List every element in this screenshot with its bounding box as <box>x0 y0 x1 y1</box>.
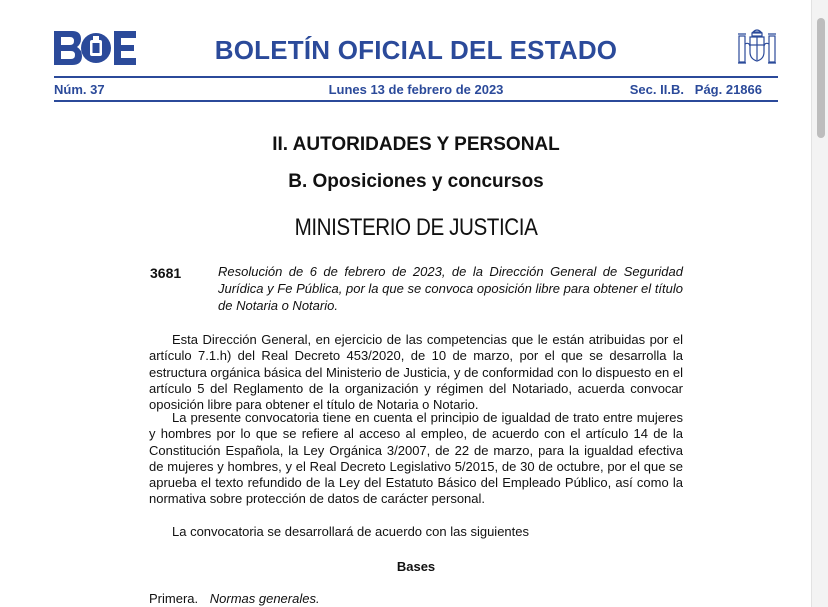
ministry-heading: MINISTERIO DE JUSTICIA <box>294 214 538 241</box>
boe-logo <box>54 31 136 65</box>
header-rule-bottom <box>54 100 778 102</box>
first-base-title: Normas generales. <box>209 591 320 606</box>
first-base-label: Primera. <box>149 591 199 606</box>
header-rule-top <box>54 76 778 78</box>
issue-date: Lunes 13 de febrero de 2023 <box>328 82 504 97</box>
body-paragraph-2: La presente convocatoria tiene en cuenta el principio de igualdad de trato entre mujeres y hombres por lo que se refiere al acceso al empleo, de acuerdo con el artículo 14 de la Constitución Española, la Ley Orgánica 3/2007, de 22 de marzo, para la igualdad efectiva de mujeres y hombres, y el Real Decreto Legislativo 5/2015, de 30 de octubre, por el que se aprueba el texto refundido de la Ley del Estatuto Básico del Empleado Público, así como la normativa sobre protección de datos de carácter personal. <box>149 410 683 507</box>
bulletin-title: BOLETÍN OFICIAL DEL ESTADO <box>214 35 618 65</box>
body-paragraph-1: Esta Dirección General, en ejercicio de las competencias que le están atribuidas por el artículo 7.1.h) del Real Decreto 453/2020, de 10 de marzo, por el que se desarrolla la estructura orgánica básica del Ministerio de Justicia, y de conformidad con lo dispuesto en el artículo 5 del Reglamento de la organización y régimen del Notariado, acuerda convocar oposición libre para obtener el título de Notaria o Notario. <box>149 332 684 413</box>
scrollbar-thumb[interactable] <box>817 18 825 138</box>
resolution-number: 3681 <box>150 265 182 281</box>
bases-heading: Bases <box>396 559 436 574</box>
section-subheading: B. Oposiciones y concursos <box>288 171 544 192</box>
vertical-scrollbar[interactable] <box>811 0 828 607</box>
issue-number: Núm. 37 <box>54 82 105 97</box>
section-heading: II. AUTORIDADES Y PERSONAL <box>272 134 560 155</box>
body-paragraph-3: La convocatoria se desarrollará de acuerdo con las siguientes <box>172 524 529 539</box>
coat-of-arms-icon <box>736 26 778 68</box>
resolution-summary: Resolución de 6 de febrero de 2023, de la Dirección General de Seguridad Jurídica y Fe Pública, por la que se convoca oposición libre para obtener el título de Notaria o Notario. <box>218 264 683 313</box>
first-base <box>149 591 320 606</box>
section-page: Sec. II.B. Pág. 21866 <box>629 82 762 97</box>
